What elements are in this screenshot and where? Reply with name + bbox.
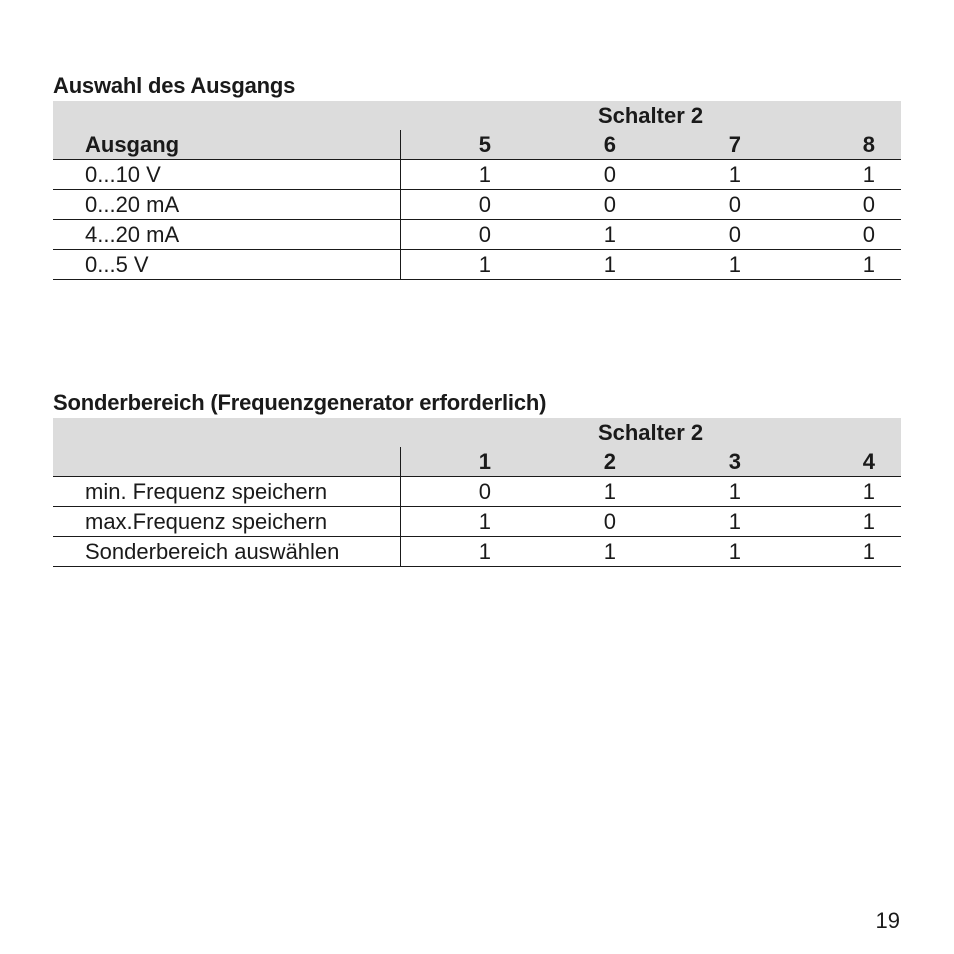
column-header: 3 <box>650 447 775 477</box>
table-cell: 0 <box>775 190 901 220</box>
table-group-header-row <box>53 418 901 447</box>
table-group-header: Schalter 2 <box>400 101 901 130</box>
table-cell: 0 <box>400 220 525 250</box>
table-group-header-blank <box>53 418 400 447</box>
table-row <box>53 477 901 507</box>
table-cell: 0 <box>775 220 901 250</box>
table-cell: 1 <box>775 477 901 507</box>
column-header: 6 <box>525 130 650 160</box>
table-group-header-blank <box>53 101 400 130</box>
special-range-table <box>53 418 901 567</box>
output-selection-title: Auswahl des Ausgangs <box>53 73 296 98</box>
table-cell: 1 <box>775 507 901 537</box>
column-header: 4 <box>775 447 901 477</box>
column-header: 1 <box>400 447 525 477</box>
table-column-header-row <box>53 447 901 477</box>
row-header-label <box>53 447 400 477</box>
column-header: 5 <box>400 130 525 160</box>
table-cell: 1 <box>650 250 775 280</box>
table-cell: 1 <box>525 250 650 280</box>
table-cell: 1 <box>400 507 525 537</box>
row-header-label: Ausgang <box>53 130 400 160</box>
row-label: 0...5 V <box>53 250 400 280</box>
table-cell: 0 <box>525 190 650 220</box>
table-row <box>53 190 901 220</box>
table-cell: 0 <box>525 507 650 537</box>
table-cell: 1 <box>775 160 901 190</box>
table-row <box>53 250 901 280</box>
table-group-header: Schalter 2 <box>400 418 901 447</box>
table-row <box>53 160 901 190</box>
table-cell: 1 <box>775 537 901 567</box>
table-cell: 0 <box>400 477 525 507</box>
table-cell: 0 <box>650 220 775 250</box>
row-label: min. Frequenz speichern <box>53 477 400 507</box>
column-header: 7 <box>650 130 775 160</box>
table-cell: 0 <box>650 190 775 220</box>
output-selection-table <box>53 101 901 280</box>
table-cell: 1 <box>400 537 525 567</box>
table-cell: 1 <box>400 160 525 190</box>
table-cell: 0 <box>400 190 525 220</box>
column-header: 8 <box>775 130 901 160</box>
table-row <box>53 220 901 250</box>
table-cell: 1 <box>650 507 775 537</box>
table-cell: 1 <box>775 250 901 280</box>
table-cell: 1 <box>650 160 775 190</box>
special-range-section <box>53 390 901 567</box>
row-label: max.Frequenz speichern <box>53 507 400 537</box>
row-label: 4...20 mA <box>53 220 400 250</box>
column-header: 2 <box>525 447 650 477</box>
table-cell: 1 <box>525 477 650 507</box>
table-cell: 1 <box>650 537 775 567</box>
output-selection-section <box>53 73 901 280</box>
table-row <box>53 537 901 567</box>
table-cell: 1 <box>525 220 650 250</box>
row-label: 0...10 V <box>53 160 400 190</box>
table-cell: 1 <box>400 250 525 280</box>
table-row <box>53 507 901 537</box>
page-number: 19 <box>875 908 900 933</box>
special-range-title: Sonderbereich (Frequenzgenerator erforderlich) <box>53 390 547 415</box>
table-column-header-row <box>53 130 901 160</box>
row-label: 0...20 mA <box>53 190 400 220</box>
table-group-header-row <box>53 101 901 130</box>
row-label: Sonderbereich auswählen <box>53 537 400 567</box>
table-cell: 1 <box>650 477 775 507</box>
table-cell: 1 <box>525 537 650 567</box>
table-cell: 0 <box>525 160 650 190</box>
